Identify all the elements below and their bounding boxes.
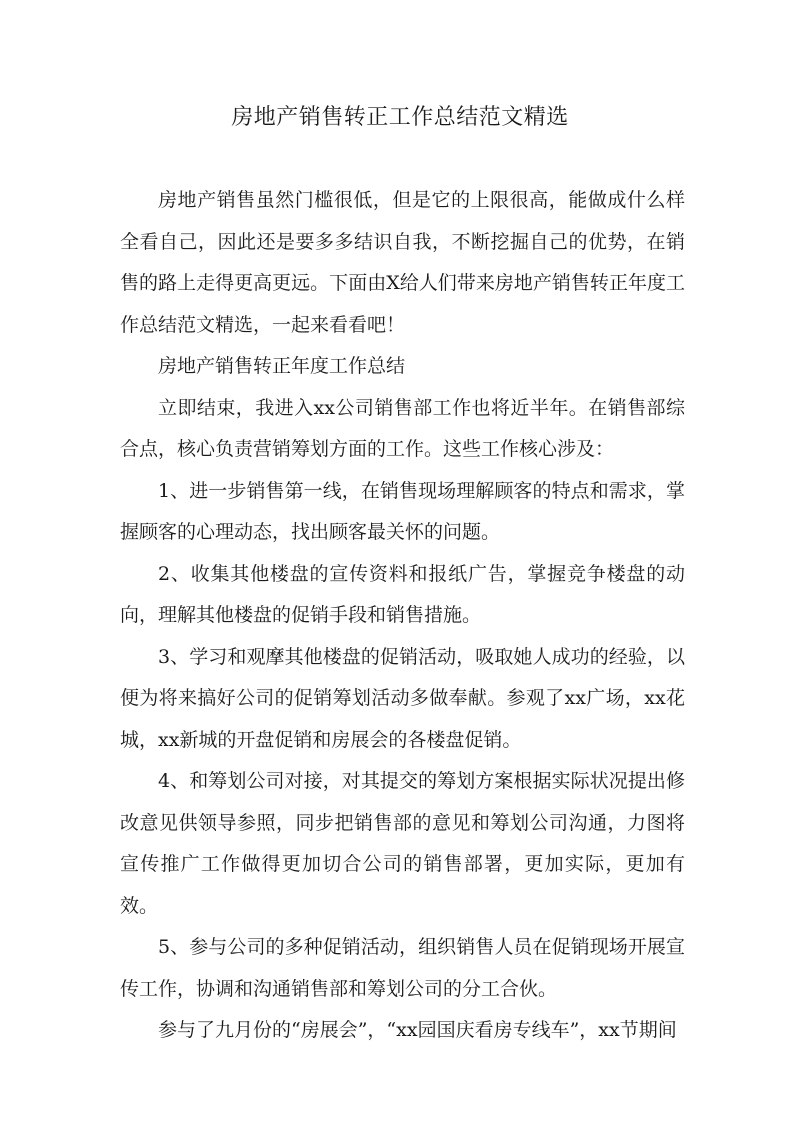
- section-heading: 房地产销售转正年度工作总结: [158, 355, 406, 377]
- list-item: 5、参与公司的多种促销活动，组织销售人员在促销现场开展宣传工作，协调和沟通销售部和筹划公司的分工合伙。: [120, 936, 685, 1000]
- document-title: 房地产销售转正工作总结范文精选: [231, 105, 569, 130]
- list-item: 2、收集其他楼盘的宣传资料和报纸广告，掌握竞争楼盘的动向，理解其他楼盘的促销手段和销售措施。: [120, 562, 685, 626]
- body-paragraph: 立即结束，我进入xx公司销售部工作也将近半年。在销售部综合点，核心负责营销筹划方面的工作。这些工作核心涉及：: [120, 396, 685, 460]
- document-body: [120, 180, 685, 1052]
- intro-paragraph: 房地产销售虽然门槛很低，但是它的上限很高，能做成什么样全看自己，因此还是要多多结识自我，不断挖掘自己的优势，在销售的路上走得更高更远。下面由X给人们带来房地产销售转正年度工作总结范文精选，一起来看看吧！: [120, 189, 685, 336]
- list-item: 4、和筹划公司对接，对其提交的筹划方案根据实际状况提出修改意见供领导参照，同步把销售部的意见和筹划公司沟通，力图将宣传推广工作做得更加切合公司的销售部署，更加实际，更加有效。: [120, 770, 685, 917]
- list-item: 1、进一步销售第一线，在销售现场理解顾客的特点和需求，掌握顾客的心理动态，找出顾客最关怀的问题。: [120, 479, 685, 543]
- body-paragraph: 参与了九月份的“房展会”，“xx园国庆看房专线车”，xx节期间: [158, 1019, 677, 1041]
- list-item: 3、学习和观摩其他楼盘的促销活动，吸取她人成功的经验，以便为将来搞好公司的促销筹划活动多做奉献。参观了xx广场，xx花城，xx新城的开盘促销和房展会的各楼盘促销。: [120, 645, 685, 751]
